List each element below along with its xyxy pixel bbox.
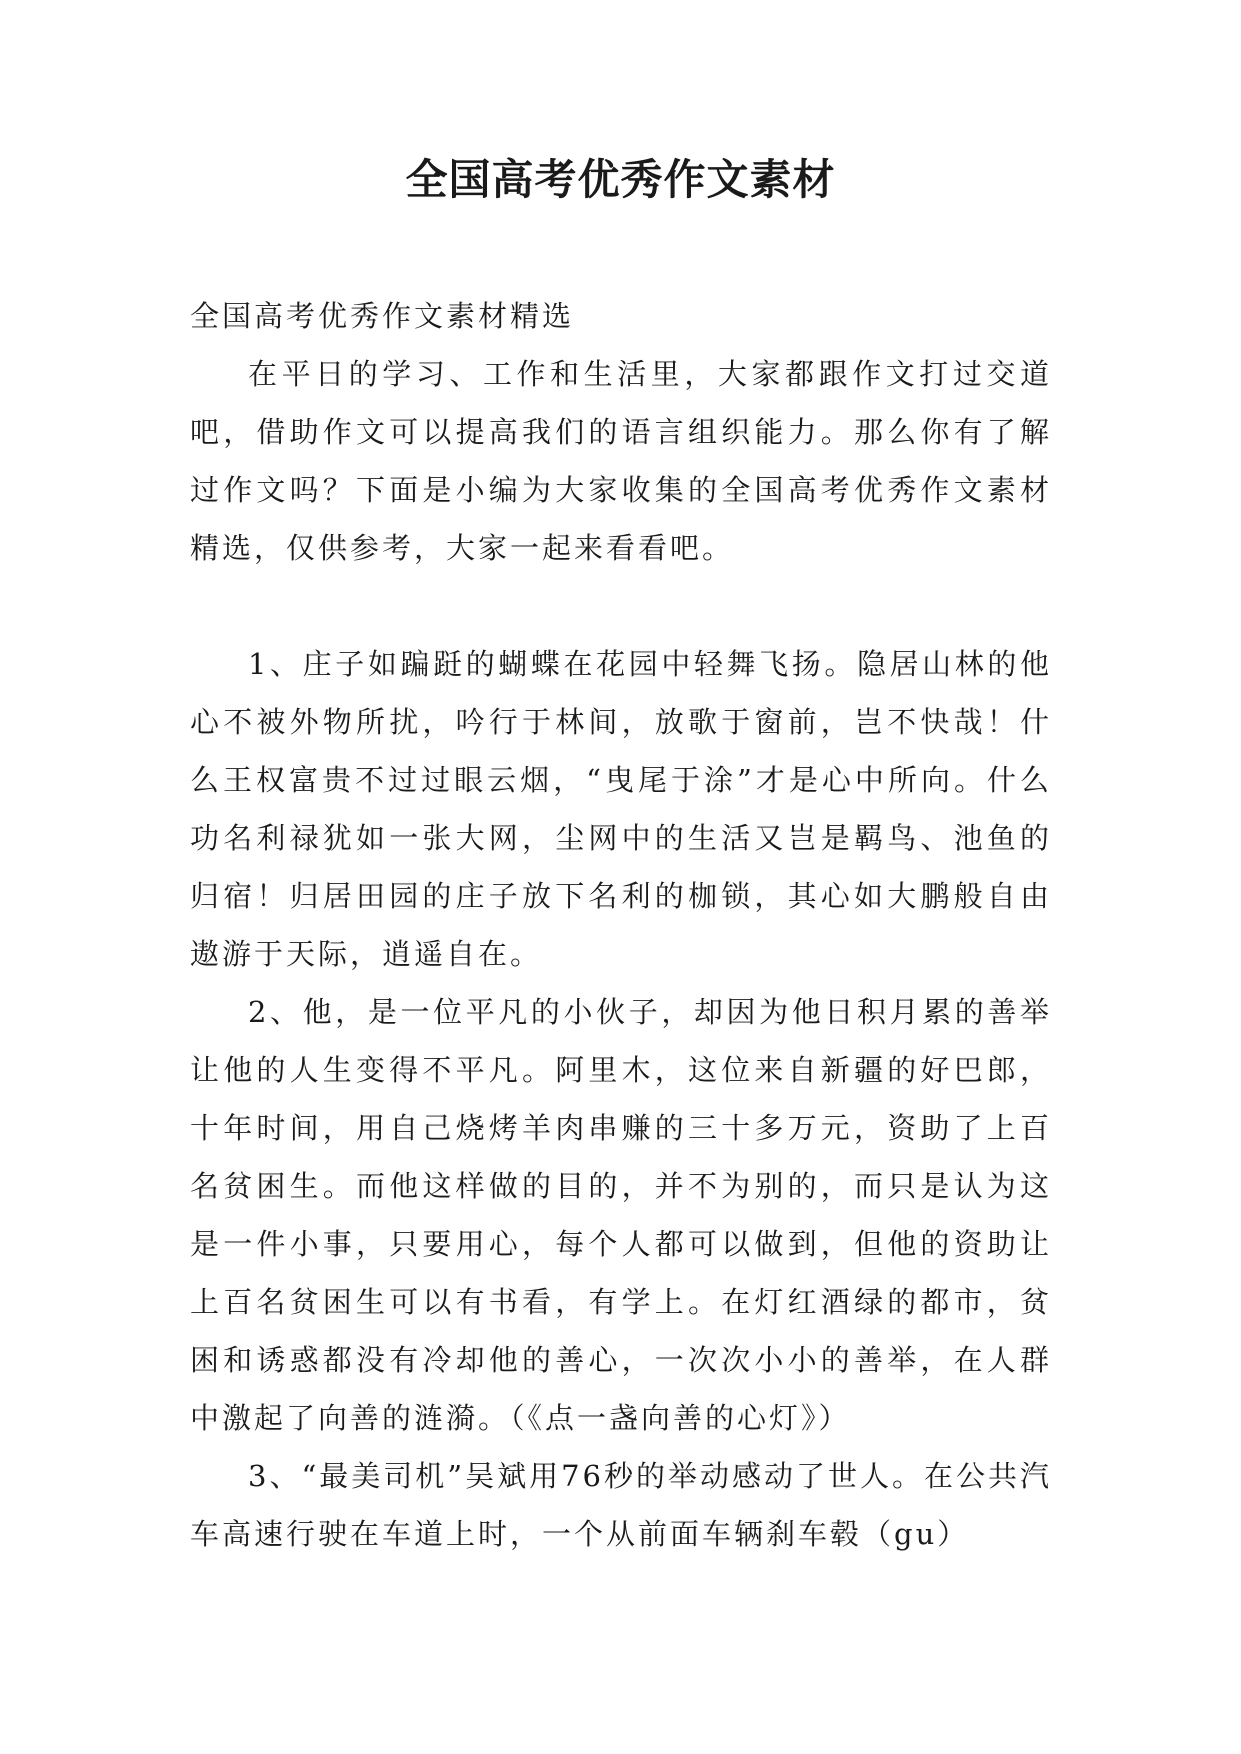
body-paragraph-3: 3、“最美司机”吴斌用76秒的举动感动了世人。在公共汽车高速行驶在车道上时，一个从前面车辆刹车毂（gu）	[190, 1459, 1053, 1551]
body-paragraph-2: 2、他，是一位平凡的小伙子，却因为他日积月累的善举让他的人生变得不平凡。阿里木，这位来自新疆的好巴郎，十年时间，用自己烧烤羊肉串赚的三十多万元，资助了上百名贫困生。而他这样做的目的，并不为别的，而只是认为这是一件小事，只要用心，每个人都可以做到，但他的资助让上百名贫困生可以有书看，有学上。在灯红酒绿的都市，贫困和诱惑都没有冷却他的善心，一次次小小的善举，在人群中激起了向善的涟漪。（《点一盏向善的心灯》）	[190, 995, 1052, 1435]
paragraph-spacer	[190, 577, 1052, 635]
document-body	[190, 287, 1052, 1563]
document-title: 全国高考优秀作文素材	[405, 155, 836, 204]
intro-paragraph: 在平日的学习、工作和生活里，大家都跟作文打过交道吧，借助作文可以提高我们的语言组织能力。那么你有了解过作文吗？下面是小编为大家收集的全国高考优秀作文素材精选，仅供参考，大家一起来看看吧。	[190, 357, 1052, 565]
body-paragraph-1: 1、庄子如蹁跹的蝴蝶在花园中轻舞飞扬。隐居山林的他心不被外物所扰，吟行于林间，放歌于窗前，岂不快哉！什么王权富贵不过过眼云烟，“曳尾于涂”才是心中所向。什么功名利禄犹如一张大网，尘网中的生活又岂是羁鸟、池鱼的归宿！归居田园的庄子放下名利的枷锁，其心如大鹏般自由遨游于天际，逍遥自在。	[190, 647, 1052, 971]
document-subtitle: 全国高考优秀作文素材精选	[190, 299, 575, 333]
